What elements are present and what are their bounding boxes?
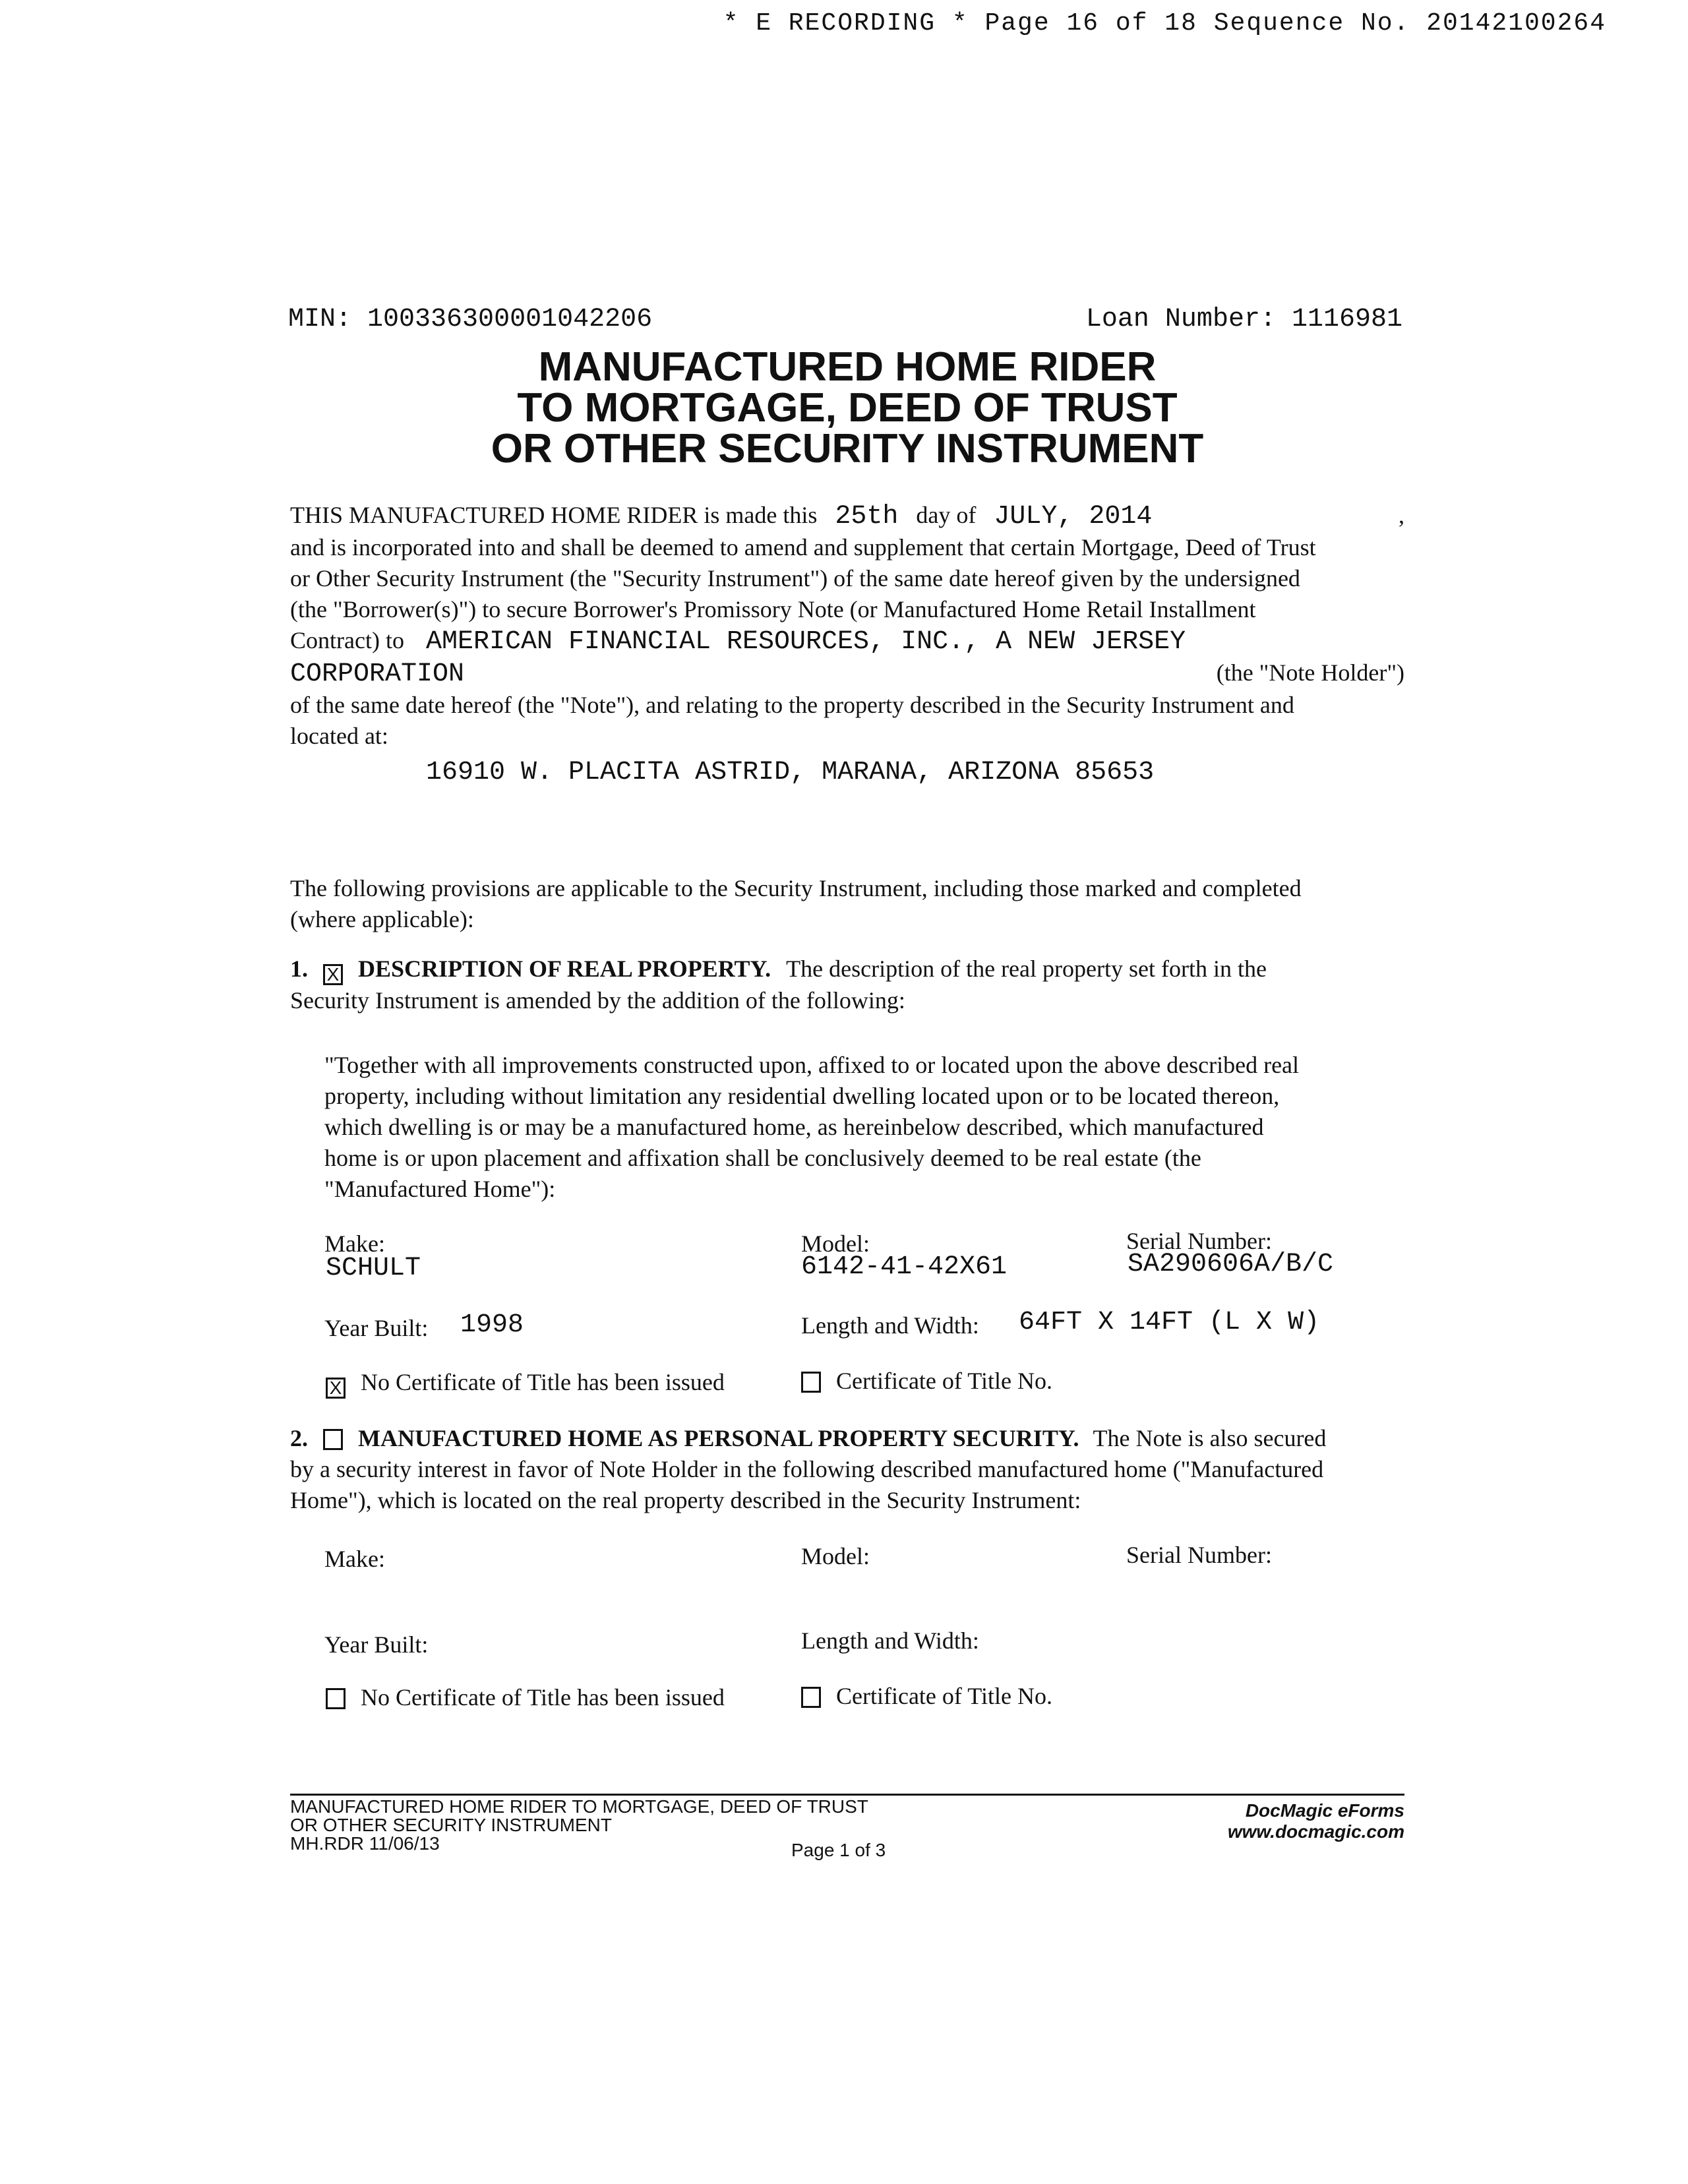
year-built-label: Year Built: xyxy=(324,1315,429,1341)
rider-month-year: JULY, 2014 xyxy=(994,502,1153,531)
length-width-value: 64FT X 14FT (L X W) xyxy=(1019,1308,1320,1337)
clause-line-5: "Manufactured Home"): xyxy=(324,1176,556,1202)
footer-form-info xyxy=(290,1798,868,1853)
section-1-heading: DESCRIPTION OF REAL PROPERTY. xyxy=(358,956,771,982)
section-1-number: 1. xyxy=(290,956,308,982)
min-number xyxy=(288,305,652,334)
serial-number-label: Serial Number: xyxy=(1126,1228,1272,1254)
section-2-line-1 xyxy=(290,1423,1404,1454)
section-2-line-3: Home"), which is located on the real property described in the Security Instrument: xyxy=(290,1487,1081,1513)
intro-text-1: THIS MANUFACTURED HOME RIDER is made this xyxy=(290,502,818,528)
serial-number-value: SA290606A/B/C xyxy=(1128,1250,1334,1279)
no-certificate-checkbox[interactable]: X xyxy=(326,1378,346,1399)
intro-line-5 xyxy=(290,625,1404,657)
provisions-line-2: (where applicable): xyxy=(290,906,474,932)
footer-form-code: MH.RDR 11/06/13 xyxy=(290,1833,440,1854)
certificate-option xyxy=(801,1368,1052,1394)
length-width-label: Length and Width: xyxy=(801,1312,979,1339)
section-2-model-label: Model: xyxy=(801,1543,870,1569)
lender-name-2: CORPORATION xyxy=(290,659,465,689)
certificate-checkbox[interactable] xyxy=(801,1372,821,1393)
provisions-line-1: The following provisions are applicable to the Security Instrument, including those marked and completed xyxy=(290,875,1302,901)
provisions-paragraph xyxy=(290,873,1404,935)
loan-number xyxy=(1086,305,1402,334)
docmagic-url: www.docmagic.com xyxy=(1227,1821,1404,1842)
section-2-serial-number-label: Serial Number: xyxy=(1126,1542,1272,1568)
recording-header: * E RECORDING * Page 16 of 18 Sequence No. 20142100264 xyxy=(723,9,1606,38)
intro-line-2: and is incorporated into and shall be deemed to amend and supplement that certain Mortgage, Deed of Trust xyxy=(290,534,1316,561)
title-line-2: TO MORTGAGE, DEED OF TRUST xyxy=(517,385,1178,431)
intro-line-8: located at: xyxy=(290,723,388,749)
clause-line-3: which dwelling is or may be a manufactured home, as hereinbelow described, which manufactured xyxy=(324,1114,1264,1140)
no-certificate-label: No Certificate of Title has been issued xyxy=(361,1369,725,1395)
section-2-certificate-checkbox[interactable] xyxy=(801,1687,821,1708)
make-label: Make: xyxy=(324,1230,385,1257)
footer-brand xyxy=(1228,1800,1404,1842)
section-2-make-label: Make: xyxy=(324,1546,385,1572)
document-title xyxy=(290,344,1404,471)
section-1-checkbox[interactable]: X xyxy=(323,964,343,985)
loan-number-label: Loan Number: xyxy=(1085,305,1276,334)
footer-divider xyxy=(290,1794,1404,1796)
min-value: 100336300001042206 xyxy=(367,305,653,334)
note-holder-label: (the "Note Holder") xyxy=(1216,659,1404,686)
intro-line-4: (the "Borrower(s)") to secure Borrower's Promissory Note (or Manufactured Home Retail Installment xyxy=(290,596,1256,622)
section-2-no-certificate-option xyxy=(326,1684,725,1711)
model-label: Model: xyxy=(801,1230,870,1257)
section-2-text-1: The Note is also secured xyxy=(1093,1425,1327,1451)
intro-line-1 xyxy=(290,500,1404,532)
docmagic-logo: DocMagic eForms xyxy=(1245,1800,1404,1821)
intro-line-7: of the same date hereof (the "Note"), and relating to the property described in the Security Instrument and xyxy=(290,692,1294,718)
clause-line-1: "Together with all improvements constructed upon, affixed to or located upon the above described real xyxy=(324,1052,1300,1078)
section-2-checkbox[interactable] xyxy=(323,1429,343,1450)
section-1-text-1: The description of the real property set forth in the xyxy=(786,956,1267,982)
clause-line-2: property, including without limitation any residential dwelling located upon or to be located thereon, xyxy=(324,1083,1280,1109)
min-line xyxy=(288,305,1402,334)
clause-line-4: home is or upon placement and affixation shall be conclusively deemed to be real estate (the xyxy=(324,1145,1201,1171)
loan-number-value: 1116981 xyxy=(1291,305,1402,334)
section-2-no-certificate-checkbox[interactable] xyxy=(326,1688,346,1709)
title-line-1: MANUFACTURED HOME RIDER xyxy=(538,344,1157,390)
intro-comma: , xyxy=(1399,502,1404,528)
intro-line-6 xyxy=(290,657,1404,690)
section-2-length-width-label: Length and Width: xyxy=(801,1627,979,1654)
footer-form-title-1: MANUFACTURED HOME RIDER TO MORTGAGE, DEED OF TRUST xyxy=(290,1796,868,1817)
make-value: SCHULT xyxy=(326,1254,421,1283)
section-2-no-certificate-label: No Certificate of Title has been issued xyxy=(361,1684,725,1711)
rider-day: 25th xyxy=(835,502,899,531)
improvements-clause xyxy=(324,1050,1404,1205)
section-2-number: 2. xyxy=(290,1425,308,1451)
section-2-certificate-option xyxy=(801,1683,1052,1709)
footer-page-number: Page 1 of 3 xyxy=(791,1840,886,1860)
certificate-label: Certificate of Title No. xyxy=(836,1368,1052,1394)
section-2-line-2: by a security interest in favor of Note Holder in the following described manufactured home ("Manufactured xyxy=(290,1456,1324,1482)
intro-line-3: or Other Security Instrument (the "Security Instrument") of the same date hereof given by the undersigned xyxy=(290,565,1300,592)
min-label: MIN: xyxy=(288,305,352,334)
no-certificate-option xyxy=(326,1369,725,1399)
section-2-year-built-label: Year Built: xyxy=(324,1631,429,1658)
model-value: 6142-41-42X61 xyxy=(801,1252,1008,1282)
title-line-3: OR OTHER SECURITY INSTRUMENT xyxy=(491,426,1204,471)
section-2-certificate-label: Certificate of Title No. xyxy=(836,1683,1052,1709)
section-2-heading: MANUFACTURED HOME AS PERSONAL PROPERTY SECURITY. xyxy=(358,1425,1079,1451)
intro-text-2: day of xyxy=(916,502,977,528)
section-1-line-2: Security Instrument is amended by the addition of the following: xyxy=(290,987,905,1014)
section-2 xyxy=(290,1423,1404,1516)
intro-contract-to: Contract) to xyxy=(290,627,404,653)
year-built-value: 1998 xyxy=(460,1310,524,1340)
section-1-line-1 xyxy=(290,954,1404,985)
section-1 xyxy=(290,954,1404,1016)
lender-name-1: AMERICAN FINANCIAL RESOURCES, INC., A NEW JERSEY xyxy=(425,627,1186,657)
property-address: 16910 W. PLACITA ASTRID, MARANA, ARIZONA 85653 xyxy=(426,758,1155,787)
intro-paragraph xyxy=(290,500,1404,788)
footer-form-title-2: OR OTHER SECURITY INSTRUMENT xyxy=(290,1815,612,1835)
